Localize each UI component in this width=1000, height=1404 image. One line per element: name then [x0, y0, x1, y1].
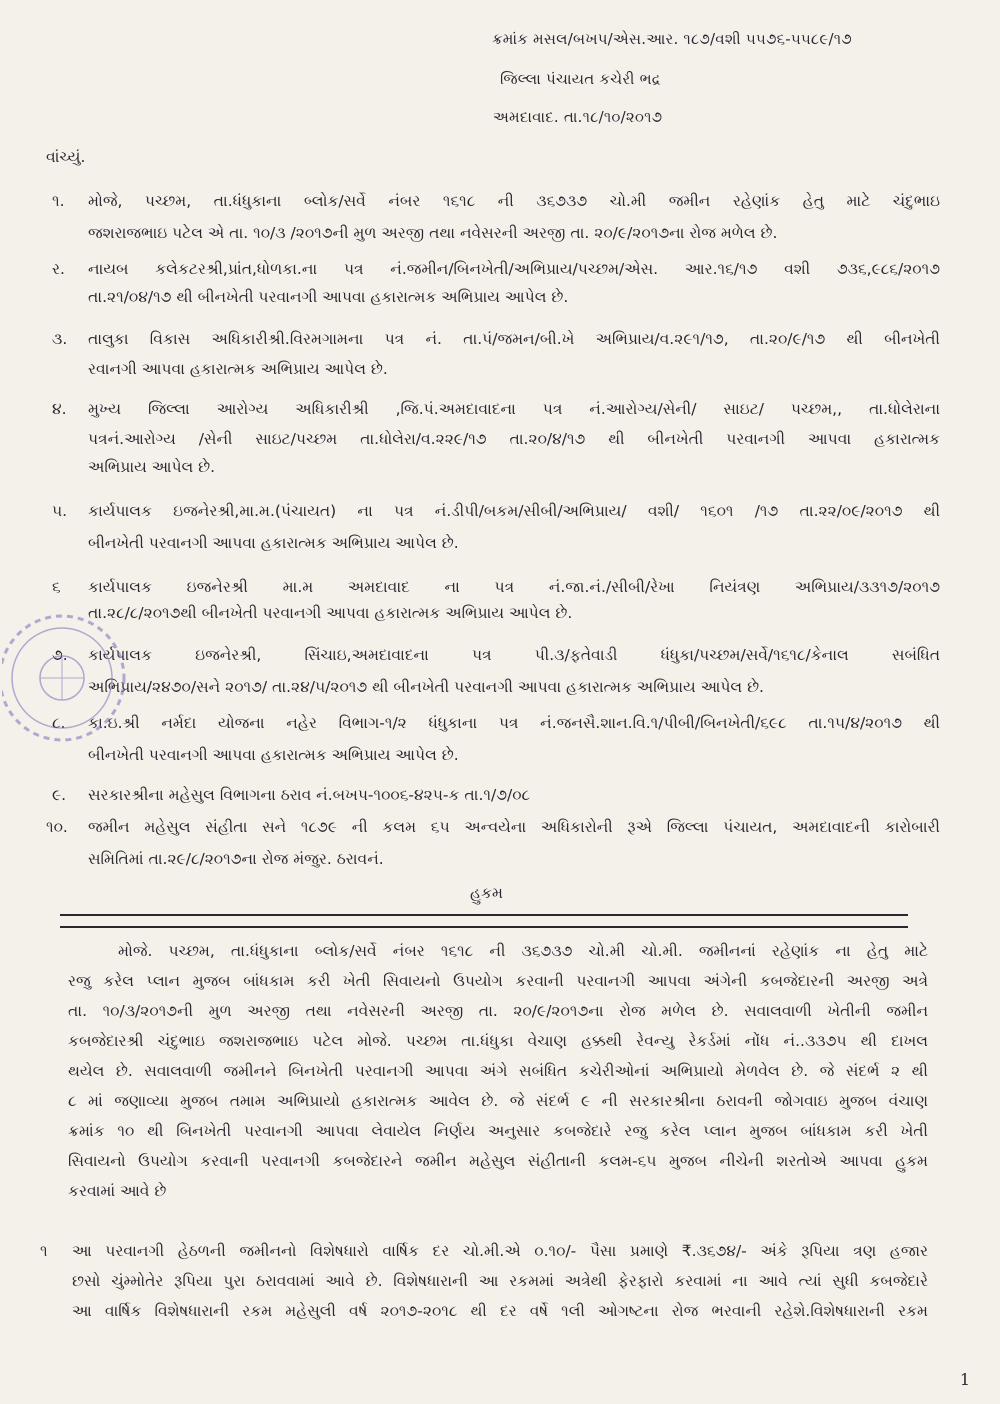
item-number: ૧. [52, 192, 65, 210]
item-number: ર. [52, 260, 65, 278]
divider-line [60, 926, 908, 928]
order-line: ક્રમાંક ૧૦ થી બિનખેતી પરવાનગી આપવા લેવાયેલ નિર્ણય અનુસાર કબજેદારે રજુ કરેલ પ્લાન મુજબ બાંધકામ કરી ખેતી [68, 1122, 928, 1140]
item-number: ૩. [52, 330, 68, 348]
item-line: કા.ઇ.શ્રી નર્મદા યોજના નહેર વિભાગ-૧/૨ ધંધુકાના પત્ર નં.જનસૈ.શાન.વિ.૧/પીબી/બિનખેતી/૬૯૮ તા.૧૫/૪/૨૦૧૭ થી [88, 714, 940, 732]
item-number: ૬ [52, 578, 61, 596]
order-line: કરવામાં આવે છે [68, 1182, 167, 1200]
place-date: અમદાવાદ. તા.૧૮/૧૦/૨૦૧૭ [493, 108, 663, 126]
office-name: જિલ્લા પંચાયત કચેરી ભદ્ર [500, 70, 661, 88]
item-line: તા.૨૮/૮/૨૦૧૭થી બીનખેતી પરવાનગી આપવા હકારાત્મક અભિપ્રાય આપેલ છે. [88, 604, 573, 622]
item-line: પત્રનં.આરોગ્ય /સેની સાઇટ/પચ્છમ તા.ધોલેરા/વ.૨૨૯/૧૭ તા.૨૦/૪/૧૭ થી બીનખેતી પરવાનગી આપવા હકારાત્મક [88, 430, 940, 448]
item-number: ૫. [52, 502, 68, 520]
item-line: મુખ્ય જિલ્લા આરોગ્ય અધિકારીશ્રી ,જિ.પં.અમદાવાદના પત્ર નં.આરોગ્ય/સેની/ સાઇટ/ પચ્છમ,, તા.ધોલેરાના [88, 400, 940, 418]
item-line: કાર્યપાલક ઇજનેરશ્રી, સિંચાઇ,અમદાવાદના પત્ર પી.૩/ફતેવાડી ધંધુકા/પચ્છમ/સર્વે/૧૬૧૮/કેનાલ સબંધિત [88, 646, 940, 664]
item-line: રવાનગી આપવા હકારાત્મક અભિપ્રાય આપેલ છે. [88, 360, 388, 378]
order-line: કબજેદારશ્રી ચંદુભાઇ જશરાજભાઇ પટેલ મોજે. પચ્છમ તા.ધંધુકા વેચાણ હક્કથી રેવન્યુ રેકર્ડમાં નોંધ નં..૩૩૭૫ થી દાખલ [68, 1032, 928, 1050]
divider-line [60, 914, 908, 916]
condition-number: ૧ [40, 1242, 48, 1260]
item-line: કાર્યપાલક ઇજનેરશ્રી મા.મ અમદાવાદ ના પત્ર નં.જા.નં./સીબી/રેખા નિયંત્રણ અભિપ્રાય/૩૩૧૭/૨૦૧૭ [88, 578, 940, 596]
order-line: ૮ માં જણાવ્યા મુજબ તમામ અભિપ્રાયો હકારાત્મક આવેલ છે. જે સંદર્ભ ૯ ની સરકારશ્રીના ઠરાવની જોગવાઇ મુજબ વંચાણ [68, 1092, 928, 1110]
item-line: બીનખેતી પરવાનગી આપવા હકારાત્મક અભિપ્રાય આપેલ છે. [88, 746, 459, 764]
item-line: અભિપ્રાય/૨૪૭૦/સને ૨૦૧૭/ તા.૨૪/૫/૨૦૧૭ થી બીનખેતી પરવાનગી આપવા હકારાત્મક અભિપ્રાય આપેલ છે. [88, 678, 764, 696]
order-line: થયેલ છે. સવાલવાળી જમીનને બિનખેતી પરવાનગી આપવા અંગે સબંધિત કચેરીઓનાં અભિપ્રાયો મેળવેલ છે. જે સંદર્ભ ૨ થી [68, 1062, 928, 1080]
item-line: બીનખેતી પરવાનગી આપવા હકારાત્મક અભિપ્રાય આપેલ છે. [88, 534, 459, 552]
order-line: રજુ કરેલ પ્લાન મુજબ બાંધકામ કરી ખેતી સિવાયનો ઉપયોગ કરવાની પરવાનગી આપવા અંગેની કબજેદારની અરજી અત્રે [68, 972, 928, 990]
condition-line: આ પરવાનગી હેઠળની જમીનનો વિશેષધારો વાર્ષિક દર ચો.મી.એ ૦.૧૦/- પૈસા પ્રમાણે ₹.૩૬૭૪/- અંકે રૂપિયા ત્રણ હજાર [72, 1242, 928, 1260]
page-number: 1 [959, 1370, 970, 1389]
item-line: તાલુકા વિકાસ અધિકારીશ્રી.વિરમગામના પત્ર નં. તા.પં/જમન/બી.ખે અભિપ્રાય/વ.૨૯૧/૧૭, તા.૨૦/૯/૧૭ થી બીનખેતી [88, 330, 940, 348]
item-line: જશરાજભાઇ પટેલ એ તા. ૧૦/૩ /૨૦૧૭ની મુળ અરજી તથા નવેસરની અરજી તા. ૨૦/૯/૨૦૧૭ના રોજ મળેલ છે. [88, 224, 778, 242]
item-line: કાર્યપાલક ઇજનેરશ્રી,મા.મ.(પંચાયત) ના પત્ર નં.ડીપી/બકમ/સીબી/અભિપ્રાય/ વશી/ ૧૬૦૧ /૧૭ તા.૨૨/૦૯/૨૦૧૭ થી [88, 502, 940, 520]
read-label: વાંચ્યું. [46, 148, 86, 166]
condition-line: આ વાર્ષિક વિશેષધારાની રકમ મહેસુલી વર્ષ ૨૦૧૭-૨૦૧૮ થી દર વર્ષે ૧લી ઓગષ્ટના રોજ ભરવાની રહેશે.વિશેષધારાની રકમ [72, 1302, 928, 1320]
item-number: ૮. [52, 714, 66, 732]
item-number: ૧૦. [46, 818, 68, 836]
item-line: અભિપ્રાય આપેલ છે. [88, 458, 216, 476]
item-number: ૯. [52, 786, 67, 804]
item-number: ૭. [52, 646, 68, 664]
item-line: નાયબ કલેકટરશ્રી,પ્રાંત,ધોળકા.ના પત્ર નં.જમીન/બિનખેતી/અભિપ્રાય/પચ્છમ/એસ. આર.૧૬/૧૭ વશી ૭૩૬,૯૮૬/૨૦૧૭ [88, 260, 940, 278]
item-line: જમીન મહેસુલ સંહીતા સને ૧૮૭૯ ની કલમ ૬૫ અન્વયેના અધિકારોની રૂએ જિલ્લા પંચાયત, અમદાવાદની કારોબારી [88, 818, 940, 836]
item-line: મોજે, પચ્છમ, તા.ધંધુકાના બ્લોક/સર્વે નંબર ૧૬૧૮ ની ૩૬૭૩૭ ચો.મી જમીન રહેણાંક હેતુ માટે ચંદુભાઇ [88, 192, 940, 210]
order-title: હુકમ [470, 884, 503, 902]
item-line: સરકારશ્રીના મહેસુલ વિભાગના ઠરાવ નં.બખપ-૧૦૦૬-૪૨૫-ક તા.૧/૭/૦૮ [88, 786, 531, 804]
order-line: તા. ૧૦/૩/૨૦૧૭ની મુળ અરજી તથા નવેસરની અરજી તા. ૨૦/૯/૨૦૧૭ના રોજ મળેલ છે. સવાલવાળી ખેતીની જમીન [68, 1002, 928, 1020]
office-seal-icon [2, 578, 142, 778]
reference-number: ક્રમાંક મસલ/બખપ/એસ.આર. ૧૮૭/વશી ૫૫૭૬-૫૫૮૯/૧૭ [492, 30, 852, 48]
item-line: સમિતિમાં તા.૨૯/૮/૨૦૧૭ના રોજ મંજુર. ઠરાવનં. [88, 850, 384, 868]
order-line: સિવાયનો ઉપયોગ કરવાની પરવાનગી કબજેદારને જમીન મહેસુલ સંહીતાની કલમ-૬૫ મુજબ નીચેની શરતોએ આપવા હુકમ [68, 1152, 928, 1170]
order-line: મોજે. પચ્છમ, તા.ધંધુકાના બ્લોક/સર્વે નંબર ૧૬૧૮ ની ૩૬૭૩૭ ચો.મી ચો.મી. જમીનનાં રહેણાંક ના હેતુ માટે [118, 942, 928, 960]
item-number: ૪. [52, 400, 67, 418]
item-line: તા.૨૧/૦૪/૧૭ થી બીનખેતી પરવાનગી આપવા હકારાત્મક અભિપ્રાય આપેલ છે. [88, 288, 569, 306]
condition-line: છસો ચુંમ્મોતેર રૂપિયા પુરા ઠરાવવામાં આવે છે. વિશેષધારાની આ રકમમાં અત્રેથી ફેરફારો કરવામાં ના આવે ત્યાં સુધી કબજેદારે [72, 1272, 928, 1290]
